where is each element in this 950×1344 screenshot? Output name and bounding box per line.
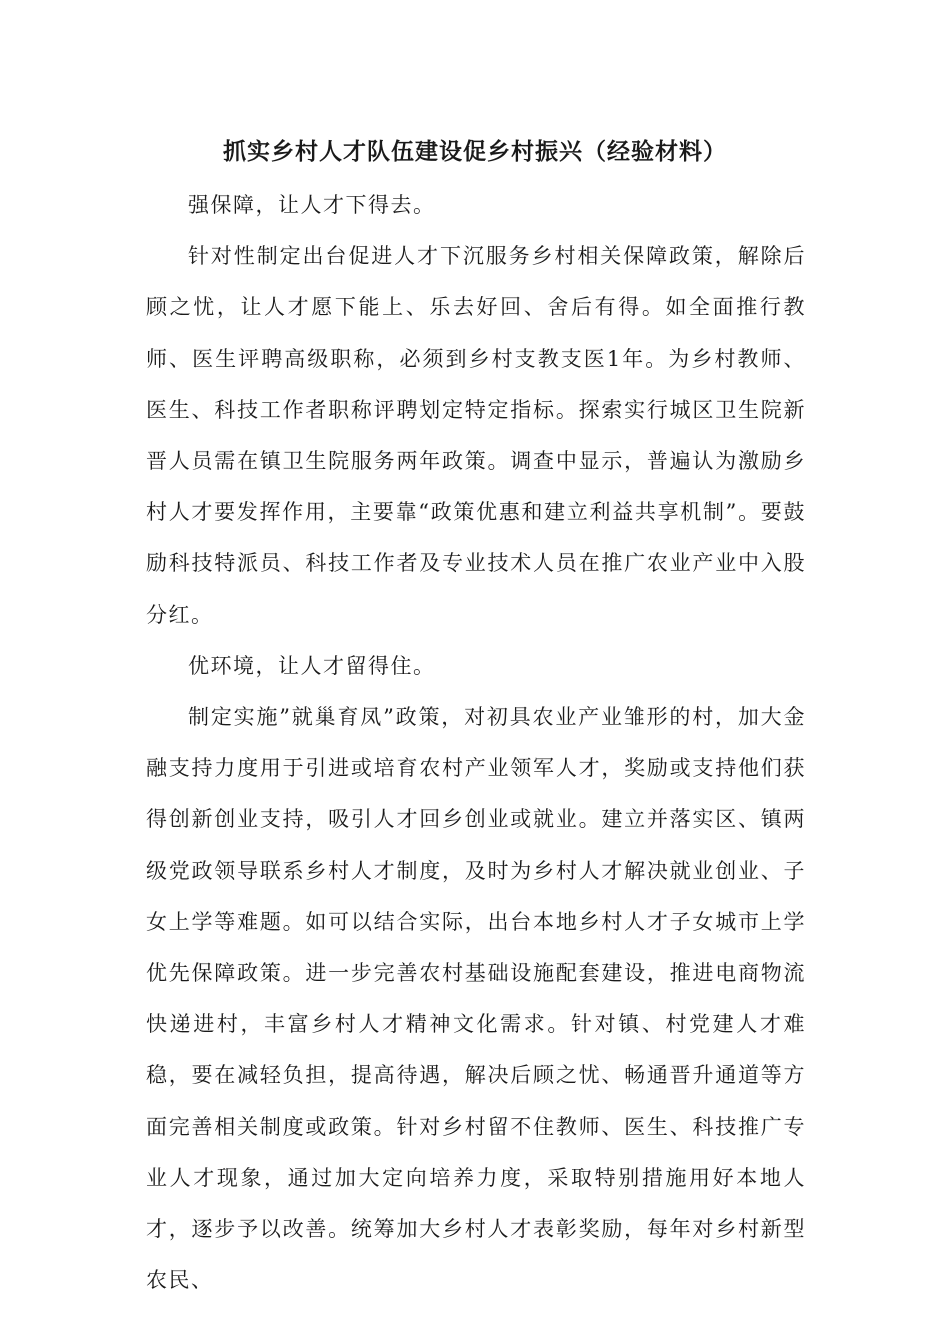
section-heading-1: 强保障，让人才下得去。 bbox=[188, 193, 436, 217]
section-paragraph-2: 制定实施”就巢育凤”政策，对初具农业产业雏形的村，加大金融支持力度用于引进或培育农村产业领军人才，奖励或支持他们获得创新创业支持，吸引人才回乡创业或就业。建立并落实区、镇两级党政领导联系乡村人才制度，及时为乡村人才解决就业创业、子女上学等难题。如可以结合实际，出台本地乡村人才子女城市上学优先保障政策。进一步完善农村基础设施配套建设，推进电商物流快递进村，丰富乡村人才精神文化需求。针对镇、村党建人才难稳，要在减轻负担，提高待遇，解决后顾之忧、畅通晋升通道等方面完善相关制度或政策。针对乡村留不住教师、医生、科技推广专业人才现象，通过加大定向培养力度，采取特别措施用好本地人才，逐步予以改善。统筹加大乡村人才表彰奖励，每年对乡村新型农民、 bbox=[146, 705, 806, 1293]
section-paragraph-1: 针对性制定出台促进人才下沉服务乡村相关保障政策，解除后顾之忧，让人才愿下能上、乐去好回、舍后有得。如全面推行教师、医生评聘高级职称，必须到乡村支教支医1年。为乡村教师、医生、科技工作者职称评聘划定特定指标。探索实行城区卫生院新晋人员需在镇卫生院服务两年政策。调查中显示，普遍认为激励乡村人才要发挥作用，主要靠“政策优惠和建立利益共享机制”。要鼓励科技特派员、科技工作者及专业技术人员在推广农业产业中入股分红。 bbox=[146, 244, 806, 627]
document-body bbox=[146, 180, 806, 1306]
section-heading-2: 优环境，让人才留得住。 bbox=[188, 653, 436, 678]
document-title: 抓实乡村人才队伍建设促乡村振兴（经验材料） bbox=[223, 139, 727, 165]
